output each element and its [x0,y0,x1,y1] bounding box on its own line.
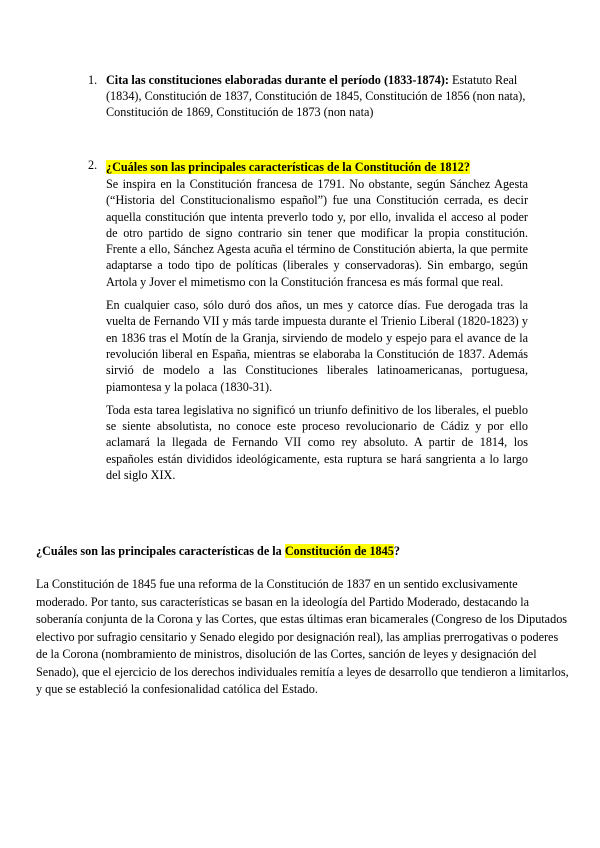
question-2-number: 2. [88,158,98,172]
question-2-paragraph: Toda esta tarea legislativa no significó un triunfo definitivo de los liberales, el pueblo se siente absolutista, no conoce este proceso revolucionario de Cádiz y por ello aclamará la llegada de Fernando VII como rey absoluto. A partir de 1814, los españoles están divididos ideológicamente, esta ruptura se hará sangrienta a lo largo del siglo XIX. [106,402,528,483]
question-3-title-suffix: ? [393,544,400,558]
question-1-title: Cita las constituciones elaboradas durante el período (1833-1874): [106,73,449,87]
question-2-body [106,158,528,483]
question-2-paragraph: Se inspira en la Constitución francesa de 1791. No obstante, según Sánchez Agesta (“Historia del Constitucionalismo español”) fue una Constitución cerrada, es decir aquella constitución que intenta preverlo todo y, por ello, invalida el acceso al poder de otro partido de signo contrario sin tener que modificar la propia constitución. Frente a ello, Sánchez Agesta acuña el término de Constitución abierta, la que permite adaptarse a todo tipo de políticas (liberales y conservadoras). Sin embargo, según Artola y Jover el mimetismo con la Constitución francesa es más formal que real. [106,177,528,289]
question-2-paragraph: En cualquier caso, sólo duró dos años, un mes y catorce días. Fue derogada tras la vuelta de Fernando VII y más tarde impuesta durante el Trienio Liberal (1820-1823) y en 1836 tras el Motín de la Granja, sirviendo de modelo y espejo para el avance de la revolución liberal en España, mientras se elaboraba la Constitución de 1837. Además sirvió de modelo a las Constituciones liberales latinoamericanas, portuguesa, piamontesa y la polaca (1830-31). [106,298,528,394]
question-3-title-highlight: Constitución de 1845 [284,544,394,558]
question-1-number: 1. [88,73,98,87]
question-3-title [36,543,566,559]
question-1-body [106,72,528,120]
question-3-answer: La Constitución de 1845 fue una reforma de la Constitución de 1837 en un sentido exclusivamente moderado. Por tanto, sus características se basan en la ideología del Partido Moderado, destacando la soberanía conjunta de la Corona y las Cortes, que estas últimas eran bicamerales (Congreso de los Diputados electivo por sufragio censitario y Senado elegido por designación real), las amplias prerrogativas o poderes de la Corona (nombramiento de ministros, disolución de las Cortes, sanción de leyes y designación del Senado), que el ejercicio de los derechos individuales remitía a leyes de desarrollo que tendieron a limitarlos, y que se estableció la confesionalidad católica del Estado. [36,577,569,696]
question-2-title: ¿Cuáles son las principales características de la Constitución de 1812? [106,160,470,174]
question-3-title-prefix: ¿Cuáles son las principales características de la [36,544,285,558]
question-1 [88,72,528,120]
question-1-answer: Estatuto Real (1834), Constitución de 1837, Constitución de 1845, Constitución de 1856 (non nata), Constitución de 1869, Constitución de 1873 (non nata) [106,73,526,119]
question-2 [88,158,528,483]
